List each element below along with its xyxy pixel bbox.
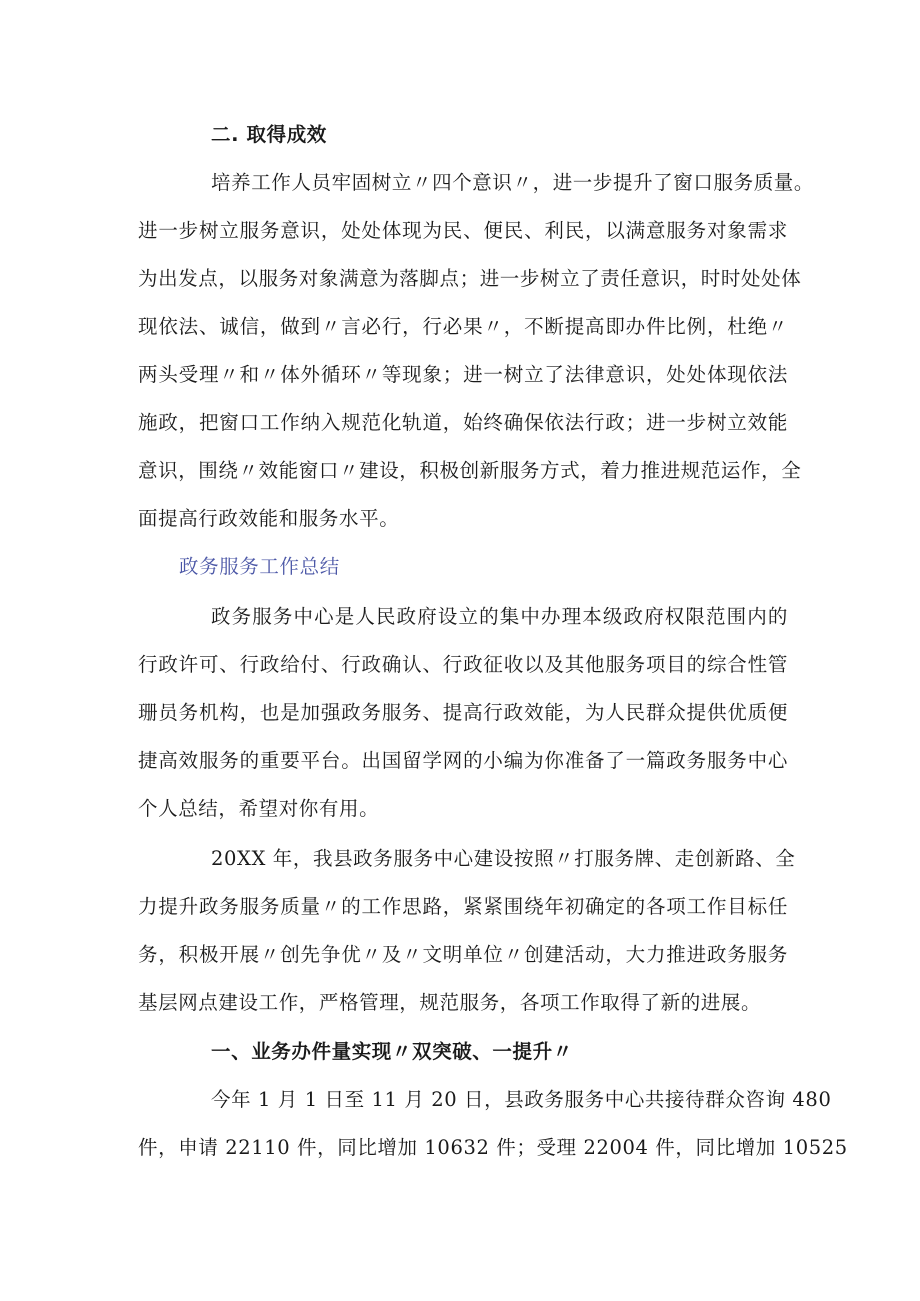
paragraph-line: 力提升政务服务质量〃的工作思路，紧紧围绕年初确定的各项工作目标任 bbox=[138, 895, 788, 918]
paragraph-line: 面提高行政效能和服务水平。 bbox=[138, 507, 400, 530]
paragraph-line: 珊员务机构，也是加强政务服务、提高行政效能，为人民群众提供优质便 bbox=[138, 701, 788, 724]
paragraph-line: 进一步树立服务意识，处处体现为民、便民、利民，以满意服务对象需求 bbox=[138, 219, 788, 242]
section-heading-results: 二. 取得成效 bbox=[211, 123, 327, 146]
paragraph-line: 政务服务中心是人民政府设立的集中办理本级政府权限范围内的 bbox=[211, 605, 788, 628]
paragraph-line: 行政许可、行政给付、行政确认、行政征收以及其他服务项目的综合性管 bbox=[138, 653, 788, 676]
paragraph-line: 施政，把窗口工作纳入规范化轨道，始终确保依法行政；进一步树立效能 bbox=[138, 411, 788, 434]
document-subtitle: 政务服务工作总结 bbox=[179, 555, 340, 578]
paragraph-line: 现依法、诚信，做到〃言必行，行必果〃，不断提高即办件比例，杜绝〃 bbox=[138, 315, 788, 338]
paragraph-line: 基层网点建设工作，严格管理，规范服务，各项工作取得了新的进展。 bbox=[138, 991, 762, 1014]
paragraph-line: 为出发点，以服务对象满意为落脚点；进一步树立了责任意识，时时处处体 bbox=[138, 267, 802, 290]
paragraph-line: 件，申请 22110 件，同比增加 10632 件；受理 22004 件，同比增加 10525 bbox=[138, 1136, 848, 1159]
section-heading-volume: 一、业务办件量实现〃双突破、一提升〃 bbox=[211, 1040, 573, 1063]
paragraph-line: 意识，围绕〃效能窗口〃建设，积极创新服务方式，着力推进规范运作，全 bbox=[138, 459, 802, 482]
paragraph-line: 20XX 年，我县政务服务中心建设按照〃打服务牌、走创新路、全 bbox=[211, 847, 796, 870]
paragraph-line: 两头受理〃和〃体外循环〃等现象；进一树立了法律意识，处处体现依法 bbox=[138, 363, 788, 386]
paragraph-line: 今年 1 月 1 日至 11 月 20 日，县政务服务中心共接待群众咨询 480 bbox=[211, 1088, 832, 1111]
paragraph-line: 个人总结，希望对你有用。 bbox=[138, 797, 380, 820]
paragraph-line: 捷高效服务的重要平台。出国留学网的小编为你准备了一篇政务服务中心 bbox=[138, 749, 788, 772]
paragraph-line: 培养工作人员牢固树立〃四个意识〃，进一步提升了窗口服务质量。 bbox=[211, 171, 815, 194]
paragraph-line: 务，积极开展〃创先争优〃及〃文明单位〃创建活动，大力推进政务服务 bbox=[138, 943, 788, 966]
